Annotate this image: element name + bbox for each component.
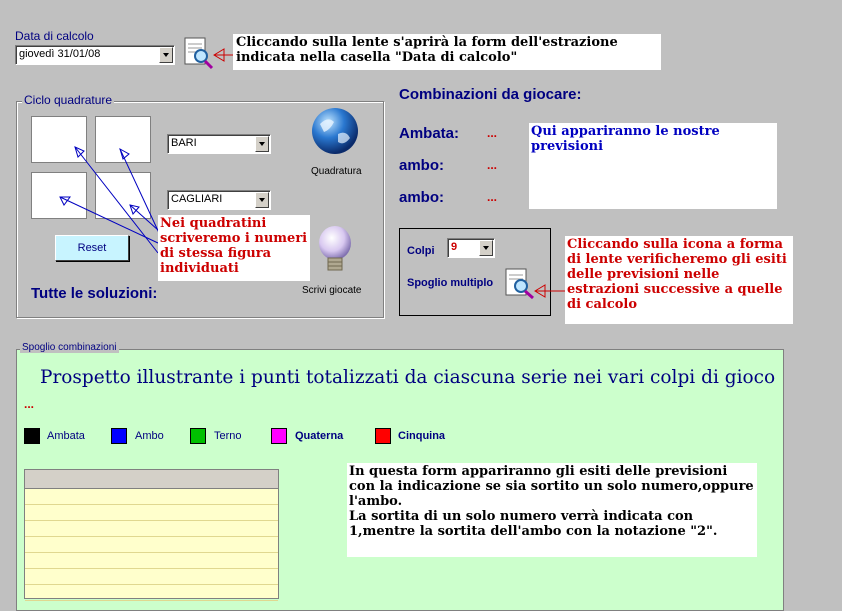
scrivi-giocate-label: Scrivi giocate [302,285,362,296]
legend-label-terno: Terno [214,430,242,442]
ambo-value-1: ... [487,158,498,172]
legend-swatch-quaterna [271,428,287,444]
chevron-down-icon[interactable] [255,192,269,208]
legend-label-cinquina: Cinquina [398,430,446,442]
legend-label-quaterna: Quaterna [295,430,344,442]
table-row[interactable] [25,521,278,537]
combinazioni-title: Combinazioni da giocare: [399,86,582,103]
ambo-label-2: ambo: [399,189,444,206]
magnifier-icon[interactable] [503,267,537,301]
pointer-lines [40,135,170,255]
chevron-down-icon[interactable] [255,136,269,152]
lightbulb-icon[interactable] [316,225,354,277]
spoglio-dots: ... [24,397,35,411]
spoglio-heading: Prospetto illustrante i punti totalizzati da ciascuna serie nei vari colpi di gioco [40,367,776,388]
ambata-label: Ambata: [399,125,460,142]
note-previsioni: Qui appariranno le nostre previsioni [529,123,777,209]
legend-swatch-ambo [111,428,127,444]
legend-swatch-ambata [24,428,40,444]
results-grid[interactable] [24,469,279,599]
pointer-arrow [533,280,567,302]
note-icona-lente: Cliccando sulla icona a forma di lente verificheremo gli esiti delle previsioni nelle estrazioni successive a quelle di calcolo [565,236,793,324]
results-grid-header [25,470,278,489]
chevron-down-icon[interactable] [479,240,493,256]
date-value: giovedì 31/01/08 [19,48,101,60]
note-quadratini: Nei quadratini scriveremo i numeri di stessa figura individuati [158,215,310,281]
spoglio-multiplo-label: Spoglio multiplo [407,277,494,289]
reset-button[interactable]: Reset [55,235,129,261]
table-row[interactable] [25,553,278,569]
ambo-label-1: ambo: [399,157,444,174]
ruota-select-2[interactable] [167,190,271,210]
legend-label-ambata: Ambata [47,430,85,442]
colpi-label: Colpi [407,245,435,257]
ambata-value: ... [487,126,498,140]
ruota-value-1: BARI [171,137,197,149]
magnifier-icon[interactable] [183,36,215,70]
legend-label-ambo: Ambo [135,430,164,442]
chevron-down-icon[interactable] [159,47,173,63]
legend-swatch-terno [190,428,206,444]
legend-swatch-cinquina [375,428,391,444]
tutte-soluzioni-label: Tutte le soluzioni: [31,285,158,302]
ciclo-title: Ciclo quadrature [24,93,113,107]
date-select[interactable] [15,45,175,65]
colpi-select[interactable] [447,238,495,258]
table-row[interactable] [25,505,278,521]
ruota-select-1[interactable] [167,134,271,154]
globe-icon[interactable] [310,106,360,158]
note-form-esiti: In questa form appariranno gli esiti delle previsioni con la indicazione se sia sortito un solo numero,oppure l'ambo. La sortita di un solo numero verrà indicata con 1,mentre la sortita dell'ambo con la notazione "2". [347,463,757,557]
quadratura-label: Quadratura [311,166,362,177]
table-row[interactable] [25,537,278,553]
colpi-value: 9 [451,241,458,253]
ambo-value-2: ... [487,190,498,204]
date-label: Data di calcolo [15,29,94,43]
table-row[interactable] [25,489,278,505]
spoglio-title: Spoglio combinazioni [22,342,117,353]
table-row[interactable] [25,569,278,585]
ruota-value-2: CAGLIARI [171,193,223,205]
note-lente-top: Cliccando sulla lente s'aprirà la form dell'estrazione indicata nella casella "Data di calcolo" [233,34,661,70]
